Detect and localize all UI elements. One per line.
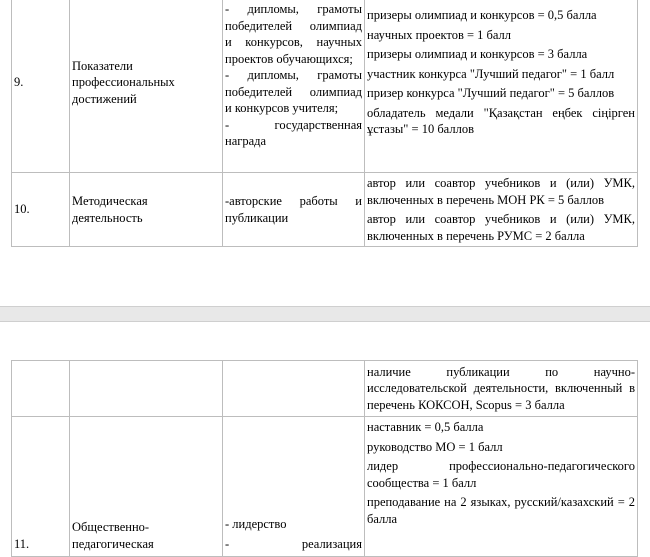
criteria-line: - дипломы, грамоты [225, 68, 362, 82]
criteria-line: и конкурсов, научных [225, 35, 362, 49]
score-line: призеры олимпиад и конкурсов = 3 балла [367, 47, 588, 61]
criteria-line: - государственная [225, 117, 362, 132]
table-row-11 [12, 417, 638, 557]
table-row-continued [12, 361, 638, 417]
row-number-empty [12, 361, 70, 417]
row-number: 9. [12, 0, 70, 173]
score-line: лидер профессионально-педагогического сообщества = 1 балл [367, 459, 635, 490]
table-row-10 [12, 173, 638, 247]
criteria-line: - лидерство [225, 517, 287, 531]
score-line: автор или соавтор учебников и (или) УМК, включенных в перечень РУМС = 2 балла [367, 212, 635, 243]
criteria-line: - реализация [225, 536, 362, 551]
criteria-cell-empty [223, 361, 365, 417]
row-number: 10. [12, 173, 70, 247]
scores-cell [365, 417, 638, 557]
score-line: руководство МО = 1 балл [367, 439, 503, 454]
criteria-line: и конкурсов учителя; [225, 101, 339, 115]
table-row-9 [12, 0, 638, 173]
criteria-line: - дипломы, грамоты [225, 2, 362, 16]
page-fragment-bottom [0, 322, 650, 551]
criteria-line: проектов обучающихся; [225, 51, 353, 66]
score-line: наставник = 0,5 балла [367, 420, 484, 434]
criteria-cell: -авторские работы и публикации [223, 173, 365, 247]
score-line: участник конкурса "Лучший педагог" = 1 балл [367, 66, 615, 81]
criteria-line: победителей олимпиад [225, 18, 362, 33]
score-line: научных проектов = 1 балл [367, 27, 512, 42]
score-line: наличие публикации по научно-исследовательской деятельности, включенный в перечень КОКСОН, Scopus = 3 балла [365, 361, 638, 417]
score-line: автор или соавтор учебников и (или) УМК, включенных в перечень МОН РК = 5 баллов [367, 176, 635, 207]
indicator-cell: Показатели профессиональных достижений [70, 0, 223, 173]
indicator-cell: Общественно-педагогическая [70, 417, 223, 557]
score-line: преподавание на 2 языках, русский/казахский = 2 балла [367, 495, 635, 526]
criteria-cell [223, 0, 365, 173]
criteria-table-bottom [11, 360, 638, 557]
scores-cell [365, 173, 638, 247]
criteria-line: победителей олимпиад [225, 84, 362, 99]
score-line: призер конкурса "Лучший педагог" = 5 баллов [367, 86, 615, 100]
score-line: обладатель медали "Қазақстан еңбек сіңірген ұстазы" = 10 баллов [367, 105, 635, 136]
scores-cell [365, 0, 638, 173]
criteria-cell [223, 417, 365, 557]
criteria-line: награда [225, 134, 267, 148]
row-number: 11. [12, 417, 70, 557]
page-break [0, 306, 650, 322]
indicator-cell: Методическая деятельность [70, 173, 223, 247]
criteria-table-top [11, 0, 638, 247]
score-line: призеры олимпиад и конкурсов = 0,5 балла [367, 8, 597, 22]
indicator-cell-empty [70, 361, 223, 417]
